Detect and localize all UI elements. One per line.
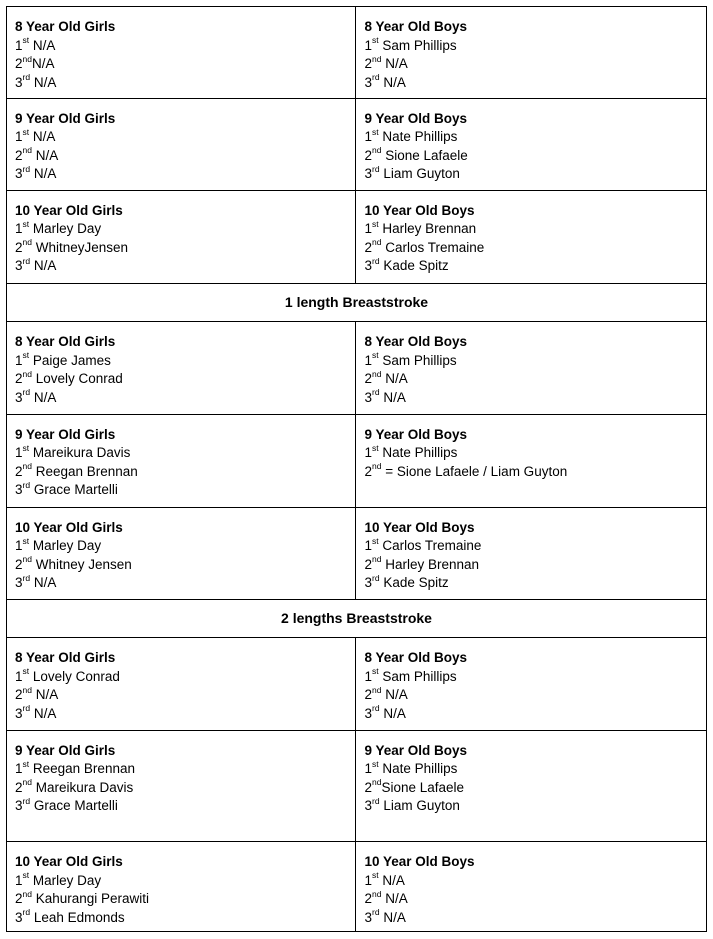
ordinal-suffix: st xyxy=(372,758,379,769)
placing-line xyxy=(364,220,706,239)
boys-results-cell xyxy=(356,7,707,99)
place-number: 1 xyxy=(364,37,372,53)
swimmer-name: Marley Day xyxy=(29,872,102,888)
boys-results-cell xyxy=(356,638,707,731)
results-row xyxy=(7,414,707,507)
placing-line xyxy=(364,556,706,575)
swimmer-name: N/A xyxy=(30,705,57,721)
ordinal-suffix: st xyxy=(372,535,379,546)
results-row xyxy=(7,322,707,415)
swimmer-name: N/A xyxy=(30,575,57,591)
swimmer-name: N/A xyxy=(31,56,55,71)
place-number: 1 xyxy=(15,37,23,53)
placing-line xyxy=(15,537,355,556)
placing-line xyxy=(364,257,706,276)
placing-line xyxy=(15,220,355,239)
place-number: 2 xyxy=(364,56,372,71)
place-number: 1 xyxy=(364,221,372,237)
place-number: 1 xyxy=(15,538,23,554)
ordinal-suffix: rd xyxy=(22,163,31,174)
swimmer-name: Kade Spitz xyxy=(379,258,449,274)
results-row xyxy=(7,190,707,283)
swimmer-name: N/A xyxy=(29,37,56,53)
placing-line xyxy=(15,872,355,891)
place-number: 2 xyxy=(364,147,372,163)
swimmer-name: = Sione Lafaele / Liam Guyton xyxy=(381,463,568,479)
swimmer-name: Marley Day xyxy=(29,221,102,237)
place-number: 2 xyxy=(15,891,23,907)
ordinal-suffix: rd xyxy=(22,795,31,806)
placing-line xyxy=(15,779,355,798)
ordinal-suffix: nd xyxy=(372,684,382,695)
ordinal-suffix: st xyxy=(22,218,30,229)
placing-line xyxy=(364,55,706,74)
age-group-title: 9 Year Old Boys xyxy=(364,742,468,758)
placing-line xyxy=(364,574,706,593)
placing-line xyxy=(15,165,355,184)
placing-line xyxy=(364,686,706,705)
ordinal-suffix: st xyxy=(22,870,30,881)
ordinal-suffix: rd xyxy=(372,572,380,583)
swimmer-name: Grace Martelli xyxy=(30,798,118,814)
placing-line xyxy=(364,537,706,556)
place-number: 2 xyxy=(15,687,23,703)
swimmer-name: Carlos Tremaine xyxy=(378,538,482,554)
ordinal-suffix: rd xyxy=(22,907,31,918)
swimmer-name: Kade Spitz xyxy=(379,575,449,591)
placing-line xyxy=(364,760,706,779)
ordinal-suffix: nd xyxy=(372,145,382,156)
girls-results-cell xyxy=(7,730,356,841)
age-group-title: 9 Year Old Boys xyxy=(364,426,468,442)
swimmer-name: Reegan Brennan xyxy=(31,463,138,479)
place-number: 1 xyxy=(364,445,372,461)
ordinal-suffix: nd xyxy=(22,368,32,379)
swimmer-name: Sam Phillips xyxy=(378,352,457,368)
age-group-title: 8 Year Old Girls xyxy=(15,334,116,350)
placing-line xyxy=(364,890,706,909)
ordinal-suffix: rd xyxy=(372,72,380,82)
place-number: 1 xyxy=(364,668,372,684)
boys-results-cell xyxy=(356,730,707,841)
place-number: 2 xyxy=(15,556,23,572)
placing-line xyxy=(364,128,706,147)
age-group-title: 8 Year Old Boys xyxy=(364,19,468,34)
place-number: 2 xyxy=(364,239,372,255)
section-header-row xyxy=(7,283,707,321)
age-group-title: 8 Year Old Boys xyxy=(364,334,468,350)
swimmer-name: N/A xyxy=(31,147,59,163)
place-number: 3 xyxy=(364,798,372,814)
ordinal-suffix: nd xyxy=(372,777,382,788)
place-number: 2 xyxy=(15,779,23,795)
placing-line xyxy=(15,239,355,258)
ordinal-suffix: st xyxy=(372,35,379,45)
place-number: 3 xyxy=(15,482,23,498)
ordinal-suffix: nd xyxy=(372,368,382,379)
place-number: 1 xyxy=(364,761,372,777)
swimmer-name: Sione Lafaele xyxy=(381,147,468,163)
place-number: 1 xyxy=(15,445,23,461)
placing-line xyxy=(15,556,355,575)
placing-line xyxy=(364,463,706,482)
ordinal-suffix: st xyxy=(22,35,30,45)
swimmer-name: Nate Phillips xyxy=(378,761,458,777)
swimmer-name: Lovely Conrad xyxy=(29,668,120,684)
girls-results-cell xyxy=(7,414,356,507)
placing-line xyxy=(364,779,706,798)
placing-line xyxy=(364,239,706,258)
placing-line xyxy=(364,705,706,724)
swimmer-name: Harley Brennan xyxy=(381,556,480,572)
swimmer-name: Mareikura Davis xyxy=(29,445,131,461)
swimmer-name: N/A xyxy=(379,705,406,721)
placing-line xyxy=(364,147,706,166)
ordinal-suffix: nd xyxy=(22,237,32,248)
placing-line xyxy=(15,668,355,687)
place-number: 3 xyxy=(364,166,372,182)
swimmer-name: Mareikura Davis xyxy=(31,779,134,795)
ordinal-suffix: st xyxy=(22,442,30,453)
ordinal-suffix: nd xyxy=(22,554,32,565)
section-header-row xyxy=(7,599,707,637)
place-number: 3 xyxy=(364,74,372,90)
ordinal-suffix: st xyxy=(372,666,379,677)
swimmer-name: Carlos Tremaine xyxy=(381,239,485,255)
place-number: 1 xyxy=(15,668,23,684)
place-number: 3 xyxy=(364,705,372,721)
place-number: 1 xyxy=(364,352,372,368)
placing-line xyxy=(15,574,355,593)
place-number: 1 xyxy=(364,872,372,888)
swimmer-name: Liam Guyton xyxy=(379,166,460,182)
place-number: 1 xyxy=(15,872,23,888)
girls-results-cell xyxy=(7,322,356,415)
place-number: 2 xyxy=(15,147,23,163)
place-number: 3 xyxy=(15,258,23,274)
ordinal-suffix: st xyxy=(372,126,379,137)
swimmer-name: Marley Day xyxy=(29,538,102,554)
placing-line xyxy=(15,389,355,408)
ordinal-suffix: st xyxy=(22,758,30,769)
placing-line xyxy=(15,481,355,500)
results-table xyxy=(6,6,707,932)
place-number: 3 xyxy=(364,575,372,591)
placing-line xyxy=(15,463,355,482)
age-group-title: 9 Year Old Girls xyxy=(15,110,116,126)
results-row xyxy=(7,98,707,190)
place-number: 2 xyxy=(364,556,372,572)
ordinal-suffix: st xyxy=(22,666,30,677)
placing-line xyxy=(364,165,706,184)
age-group-title: 10 Year Old Girls xyxy=(15,854,123,870)
boys-results-cell xyxy=(356,98,707,190)
swimmer-name: Liam Guyton xyxy=(379,798,460,814)
ordinal-suffix: nd xyxy=(22,145,32,156)
swimmer-name: N/A xyxy=(30,74,57,90)
placing-line xyxy=(364,444,706,463)
ordinal-suffix: nd xyxy=(372,237,382,248)
place-number: 1 xyxy=(15,761,23,777)
place-number: 2 xyxy=(364,463,372,479)
place-number: 2 xyxy=(364,779,372,795)
placing-line xyxy=(364,909,706,928)
place-number: 2 xyxy=(15,463,23,479)
ordinal-suffix: st xyxy=(22,350,30,361)
swimmer-name: N/A xyxy=(379,389,406,405)
place-number: 3 xyxy=(15,575,23,591)
placing-line xyxy=(15,128,355,147)
age-group-title: 8 Year Old Girls xyxy=(15,650,116,666)
place-number: 3 xyxy=(15,389,23,405)
swimmer-name: Sione Lafaele xyxy=(381,779,465,795)
age-group-title: 10 Year Old Boys xyxy=(364,202,475,218)
ordinal-suffix: nd xyxy=(22,461,32,472)
ordinal-suffix: st xyxy=(372,442,379,453)
ordinal-suffix: rd xyxy=(22,387,31,398)
place-number: 3 xyxy=(15,74,23,90)
place-number: 3 xyxy=(364,258,372,274)
swimmer-name: Reegan Brennan xyxy=(29,761,135,777)
placing-line xyxy=(15,147,355,166)
placing-line xyxy=(15,444,355,463)
place-number: 2 xyxy=(364,371,372,387)
place-number: 1 xyxy=(15,129,23,145)
ordinal-suffix: nd xyxy=(22,888,32,899)
place-number: 3 xyxy=(15,166,23,182)
age-group-title: 9 Year Old Girls xyxy=(15,426,116,442)
placing-line xyxy=(15,370,355,389)
place-number: 1 xyxy=(364,129,372,145)
swimmer-name: WhitneyJensen xyxy=(31,239,129,255)
ordinal-suffix: st xyxy=(372,870,379,881)
place-number: 2 xyxy=(15,239,23,255)
ordinal-suffix: st xyxy=(22,126,30,137)
boys-results-cell xyxy=(356,414,707,507)
ordinal-suffix: nd xyxy=(372,554,382,565)
results-body xyxy=(7,7,707,932)
age-group-title: 8 Year Old Boys xyxy=(364,650,468,666)
ordinal-suffix: rd xyxy=(372,387,380,398)
place-number: 1 xyxy=(15,221,23,237)
ordinal-suffix: rd xyxy=(22,703,31,714)
swimmer-name: N/A xyxy=(381,687,408,703)
placing-line xyxy=(364,797,706,816)
place-number: 3 xyxy=(15,705,23,721)
swimmer-name: N/A xyxy=(30,258,57,274)
placing-line xyxy=(15,55,355,74)
swimmer-name: N/A xyxy=(30,389,57,405)
ordinal-suffix: nd xyxy=(22,684,32,695)
swimmer-name: N/A xyxy=(31,687,59,703)
ordinal-suffix: rd xyxy=(372,163,380,174)
age-group-title: 10 Year Old Boys xyxy=(364,854,475,870)
placing-line xyxy=(15,797,355,816)
swimmer-name: Paige James xyxy=(29,352,111,368)
swimmer-name: Sam Phillips xyxy=(378,37,457,53)
swimmer-name: N/A xyxy=(30,166,57,182)
boys-results-cell xyxy=(356,507,707,599)
swimmer-name: Nate Phillips xyxy=(378,445,458,461)
placing-line xyxy=(15,909,355,928)
girls-results-cell xyxy=(7,638,356,731)
placing-line xyxy=(364,74,706,93)
swimmer-name: Whitney Jensen xyxy=(31,556,132,572)
results-row xyxy=(7,7,707,99)
placing-line xyxy=(15,37,355,56)
girls-results-cell xyxy=(7,507,356,599)
section-header: 1 length Breaststroke xyxy=(7,283,707,321)
placing-line xyxy=(15,686,355,705)
placing-line xyxy=(15,890,355,909)
ordinal-suffix: nd xyxy=(22,53,32,64)
swimmer-name: N/A xyxy=(379,909,406,925)
results-row xyxy=(7,507,707,599)
ordinal-suffix: rd xyxy=(22,72,31,82)
placing-line xyxy=(364,668,706,687)
placing-line xyxy=(364,389,706,408)
ordinal-suffix: st xyxy=(372,350,379,361)
ordinal-suffix: rd xyxy=(372,703,380,714)
ordinal-suffix: st xyxy=(372,218,379,229)
ordinal-suffix: nd xyxy=(372,888,382,899)
place-number: 3 xyxy=(364,389,372,405)
place-number: 2 xyxy=(15,371,23,387)
ordinal-suffix: rd xyxy=(372,907,380,918)
girls-results-cell xyxy=(7,842,356,932)
placing-line xyxy=(364,37,706,56)
ordinal-suffix: rd xyxy=(372,795,380,806)
age-group-title: 10 Year Old Girls xyxy=(15,519,123,535)
results-row xyxy=(7,730,707,841)
age-group-title: 9 Year Old Boys xyxy=(364,110,468,126)
swimmer-name: N/A xyxy=(381,891,408,907)
girls-results-cell xyxy=(7,7,356,99)
age-group-title: 9 Year Old Girls xyxy=(15,742,116,758)
ordinal-suffix: nd xyxy=(372,461,382,472)
swimmer-name: N/A xyxy=(381,56,408,71)
ordinal-suffix: rd xyxy=(372,255,380,266)
boys-results-cell xyxy=(356,842,707,932)
placing-line xyxy=(364,872,706,891)
swimmer-name: Kahurangi Perawiti xyxy=(31,891,150,907)
place-number: 3 xyxy=(15,909,23,925)
place-number: 2 xyxy=(364,687,372,703)
swimmer-name: N/A xyxy=(379,74,406,90)
place-number: 1 xyxy=(364,538,372,554)
place-number: 2 xyxy=(15,56,23,71)
section-header: 2 lengths Breaststroke xyxy=(7,599,707,637)
placing-line xyxy=(15,74,355,93)
placing-line xyxy=(364,352,706,371)
swimmer-name: Grace Martelli xyxy=(30,482,118,498)
placing-line xyxy=(15,760,355,779)
age-group-title: 8 Year Old Girls xyxy=(15,19,116,34)
swimmer-name: Sam Phillips xyxy=(378,668,457,684)
place-number: 3 xyxy=(15,798,23,814)
boys-results-cell xyxy=(356,322,707,415)
swimmer-name: N/A xyxy=(378,872,405,888)
ordinal-suffix: st xyxy=(22,535,30,546)
swimmer-name: Leah Edmonds xyxy=(30,909,125,925)
ordinal-suffix: nd xyxy=(22,777,32,788)
swimmer-name: Harley Brennan xyxy=(378,221,477,237)
ordinal-suffix: nd xyxy=(372,53,382,64)
results-row xyxy=(7,638,707,731)
place-number: 3 xyxy=(364,909,372,925)
age-group-title: 10 Year Old Boys xyxy=(364,519,475,535)
placing-line xyxy=(15,705,355,724)
place-number: 1 xyxy=(15,352,23,368)
boys-results-cell xyxy=(356,190,707,283)
girls-results-cell xyxy=(7,98,356,190)
ordinal-suffix: rd xyxy=(22,479,31,490)
results-row xyxy=(7,842,707,932)
ordinal-suffix: rd xyxy=(22,572,31,583)
swimmer-name: Lovely Conrad xyxy=(31,371,123,387)
swimmer-name: N/A xyxy=(29,129,56,145)
age-group-title: 10 Year Old Girls xyxy=(15,202,123,218)
placing-line xyxy=(364,370,706,389)
girls-results-cell xyxy=(7,190,356,283)
place-number: 2 xyxy=(364,891,372,907)
swimmer-name: Nate Phillips xyxy=(378,129,458,145)
ordinal-suffix: rd xyxy=(22,255,31,266)
swimmer-name: N/A xyxy=(381,371,408,387)
placing-line xyxy=(15,257,355,276)
placing-line xyxy=(15,352,355,371)
